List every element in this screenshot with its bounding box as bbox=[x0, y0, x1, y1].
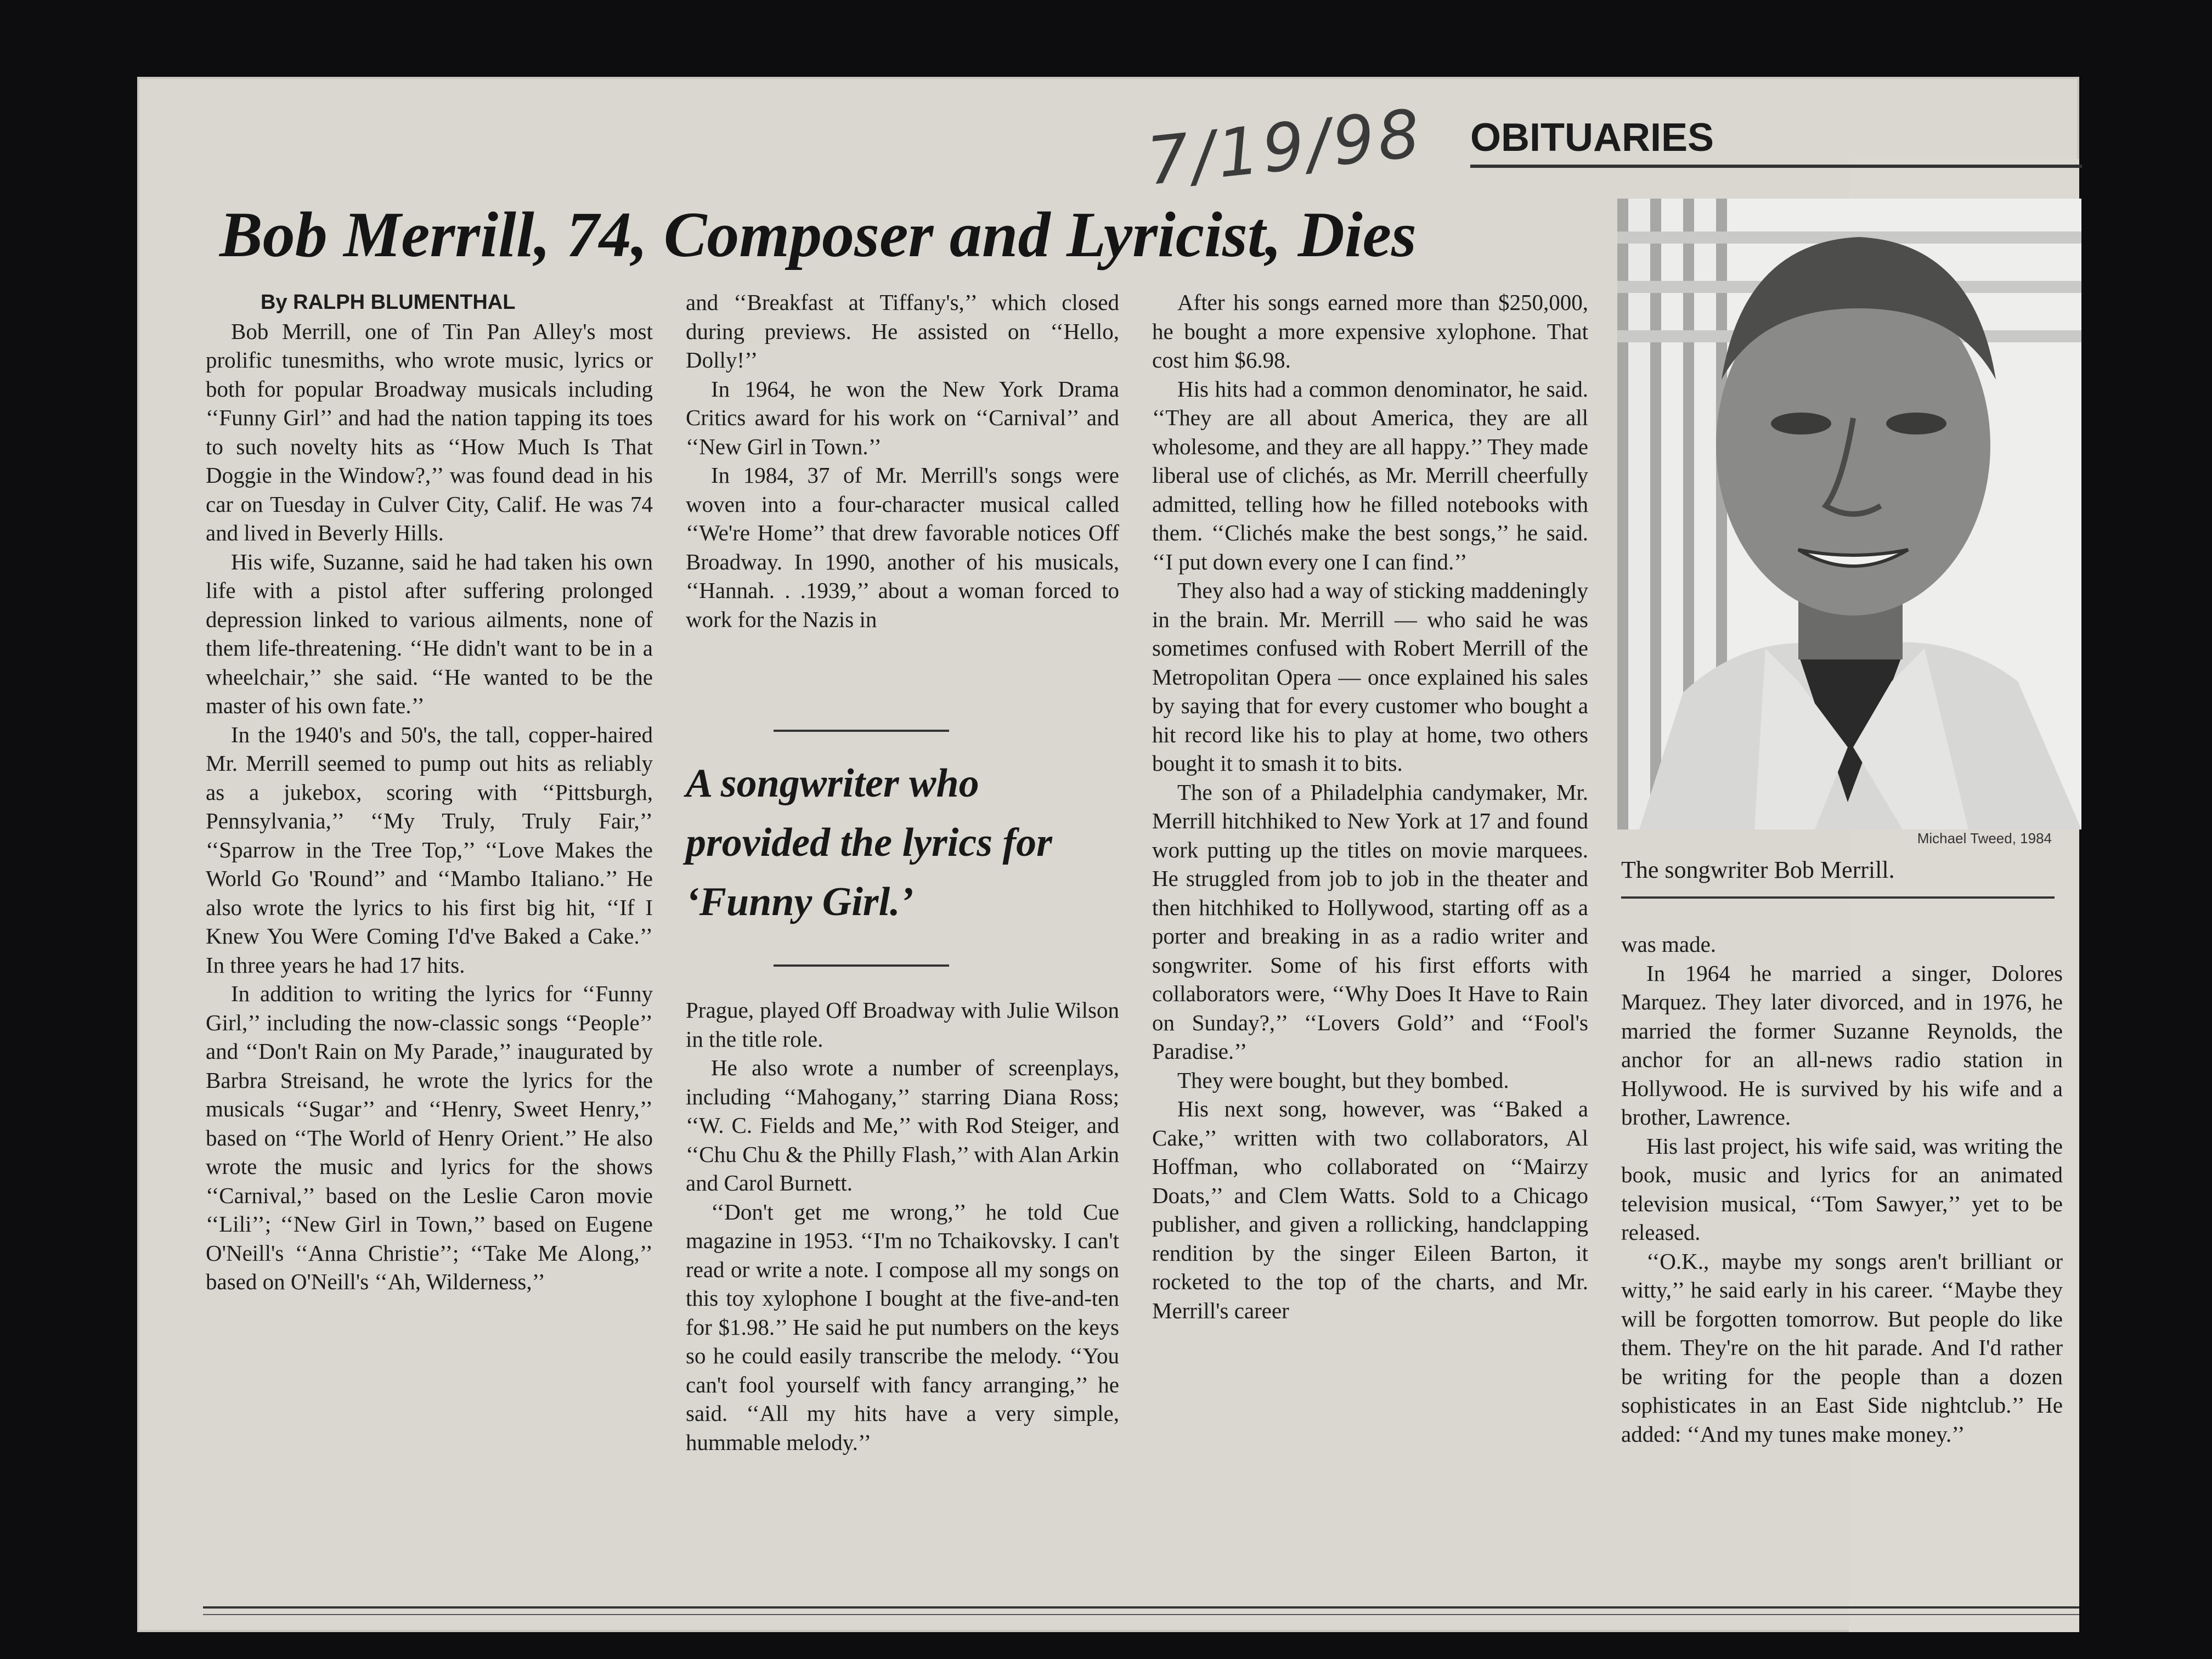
pull-quote-rule-bottom bbox=[774, 964, 949, 967]
caption-rule bbox=[1621, 896, 2055, 899]
column-4 bbox=[1621, 930, 2063, 1448]
paragraph: was made. bbox=[1621, 932, 1717, 957]
column-1 bbox=[206, 288, 653, 1296]
paragraph: In 1964, he won the New York Drama Critics award for his work on ‘‘Carnival’’ and ‘‘New Girl in Town.’’ bbox=[686, 376, 1119, 459]
paragraph: The son of a Philadelphia candymaker, Mr. Merrill hitchhiked to New York at 17 and found work putting up the titles on movie marquees. He struggled from job to job in the theater and then hitchhiked to Hollywood, starting off as a porter and breaking in as a radio writer and songwriter. Some of his first efforts with collaborators were, ‘‘Why Does It Have to Rain on Sunday?,’’ ‘‘Lovers Gold’’ and ‘‘Fool's Paradise.’’ bbox=[1152, 779, 1588, 1064]
portrait-photo bbox=[1617, 199, 2081, 830]
photo-credit: Michael Tweed, 1984 bbox=[1917, 830, 2052, 847]
paragraph: His last project, his wife said, was writing the book, music and lyrics for an animated television musical, ‘‘Tom Sawyer,’’ yet to be released. bbox=[1621, 1133, 2063, 1245]
paragraph: After his songs earned more than $250,000, he bought a more expensive xylophone. That cost him $6.98. bbox=[1152, 290, 1588, 373]
column-2-top bbox=[686, 288, 1119, 634]
pull-quote-block bbox=[680, 730, 1103, 967]
paragraph: and ‘‘Breakfast at Tiffany's,’’ which closed during previews. He assisted on ‘‘Hello, Dolly!’’ bbox=[686, 290, 1119, 373]
headline: Bob Merrill, 74, Composer and Lyricist, Dies bbox=[219, 199, 1417, 270]
section-label: OBITUARIES bbox=[1470, 116, 1714, 160]
paragraph: His hits had a common denominator, he said. ‘‘They are all about America, they are all wholesome, and they are all happy.’’ They made liberal use of clichés, as Mr. Merrill cheerfully admitted, telling how he filled notebooks with them. ‘‘Clichés make the best songs,’’ he said. ‘‘I put down every one I can find.’’ bbox=[1152, 376, 1588, 574]
pull-quote-rule-top bbox=[774, 730, 949, 732]
byline: By RALPH BLUMENTHAL bbox=[261, 291, 516, 314]
paragraph: In 1984, 37 of Mr. Merrill's songs were woven into a four-character musical called ‘‘We're Home’’ that drew favorable notices Off Broadway. In 1990, another of his musicals, ‘‘Hannah. . .1939,’’ about a woman forced to work for the Nazis in bbox=[686, 462, 1119, 632]
paragraph: They also had a way of sticking maddeningly in the brain. Mr. Merrill — who said he was sometimes confused with Robert Merrill of the Metropolitan Opera — once explained his sales by saying that for every customer who bought a hit record like his to play at home, two others bought it to smash it to bits. bbox=[1152, 578, 1588, 776]
section-rule bbox=[1470, 165, 2082, 168]
portrait-illustration bbox=[1617, 199, 2081, 830]
paragraph: In addition to writing the lyrics for ‘‘Funny Girl,’’ including the now-classic songs ‘‘People’’ and ‘‘Don't Rain on My Parade,’’ inaugurated by Barbra Streisand, he wrote the lyrics for the musicals ‘‘Sugar’’ and ‘‘Henry, Sweet Henry,’’ based on ‘‘The World of Henry Orient.’’ He also wrote the music and lyrics for the shows ‘‘Carnival,’’ based on the Leslie Caron movie ‘‘Lili’’; ‘‘New Girl in Town,’’ based on Eugene O'Neill's ‘‘Anna Christie’’; ‘‘Take Me Along,’’ based on O'Neill's ‘‘Ah, Wilderness,’’ bbox=[206, 981, 653, 1294]
bottom-rule-thin bbox=[203, 1614, 2079, 1615]
paragraph: His wife, Suzanne, said he had taken his own life with a pistol after suffering prolonged depression linked to various ailments, none of them life-threatening. ‘‘He didn't want to be in a wheelchair,’’ she said. ‘‘He wanted to be the master of his own fate.’’ bbox=[206, 549, 653, 718]
paragraph: ‘‘O.K., maybe my songs aren't brilliant or witty,’’ he said early in his career. ‘‘Maybe they will be forgotten tomorrow. But people do like them. They're on the hit parade. And I'd rather be writing for the people than a dozen sophisticates in an East Side nightclub.’’ He added: ‘‘And my tunes make money.’’ bbox=[1621, 1248, 2063, 1447]
pull-quote: A songwriter who provided the lyrics for ‘Funny Girl.’ bbox=[686, 761, 1052, 924]
bottom-rule bbox=[203, 1606, 2079, 1609]
paragraph: Prague, played Off Broadway with Julie Wilson in the title role. bbox=[686, 997, 1119, 1052]
paragraph: They were bought, but they bombed. bbox=[1177, 1067, 1509, 1093]
paragraph: He also wrote a number of screenplays, including ‘‘Mahogany,’’ starring Diana Ross; ‘‘W. C. Fields and Me,’’ with Rod Steiger, and ‘‘Chu Chu & the Philly Flash,’’ with Alan Arkin and Carol Burnett. bbox=[686, 1055, 1119, 1195]
column-2-bottom bbox=[686, 996, 1119, 1457]
paragraph: In the 1940's and 50's, the tall, copper-haired Mr. Merrill seemed to pump out hits as reliably as a jukebox, scoring with ‘‘Pittsburgh, Pennsylvania,’’ ‘‘My Truly, Truly Fair,’’ ‘‘Sparrow in the Tree Top,’’ ‘‘Love Makes the World Go 'Round’’ and ‘‘Mambo Italiano.’’ He also wrote the lyrics to his first big hit, ‘‘If I Knew You Were Coming I'd've Baked a Cake.’’ In three years he had 17 hits. bbox=[206, 721, 653, 978]
handwritten-date: 7/19/98 bbox=[1143, 95, 1427, 200]
photo-caption: The songwriter Bob Merrill. bbox=[1621, 856, 1895, 883]
paragraph: His next song, however, was ‘‘Baked a Cake,’’ written with two collaborators, Al Hoffman, who collaborated on ‘‘Mairzy Doats,’’ and Clem Watts. Sold to a Chicago publisher, and given a rollicking, handclapping rendition by the singer Eileen Barton, it rocketed to the top of the charts, and Mr. Merrill's career bbox=[1152, 1096, 1588, 1323]
paragraph: In 1964 he married a singer, Dolores Marquez. They later divorced, and in 1976, he married the former Suzanne Reynolds, the anchor for an all-news radio station in Hollywood. He is survived by his wife and a brother, Lawrence. bbox=[1621, 960, 2063, 1130]
column-3 bbox=[1152, 288, 1588, 1325]
paragraph: ‘‘Don't get me wrong,’’ he told Cue magazine in 1953. ‘‘I'm no Tchaikovsky. I can't read or write a note. I compose all my songs on this toy xylophone I bought at the five-and-ten for $1.98.’’ He said he put numbers on the keys so he could easily transcribe the melody. ‘‘You can't fool yourself with fancy arranging,’’ he said. ‘‘All my hits have a very simple, hummable melody.’’ bbox=[686, 1199, 1119, 1455]
paragraph: Bob Merrill, one of Tin Pan Alley's most prolific tunesmiths, who wrote music, lyrics or both for popular Broadway musicals including ‘‘Funny Girl’’ and had the nation tapping its toes to such novelty hits as ‘‘How Much Is That Doggie in the Window?,’’ was found dead in his car on Tuesday in Culver City, Calif. He was 74 and lived in Beverly Hills. bbox=[206, 318, 653, 545]
